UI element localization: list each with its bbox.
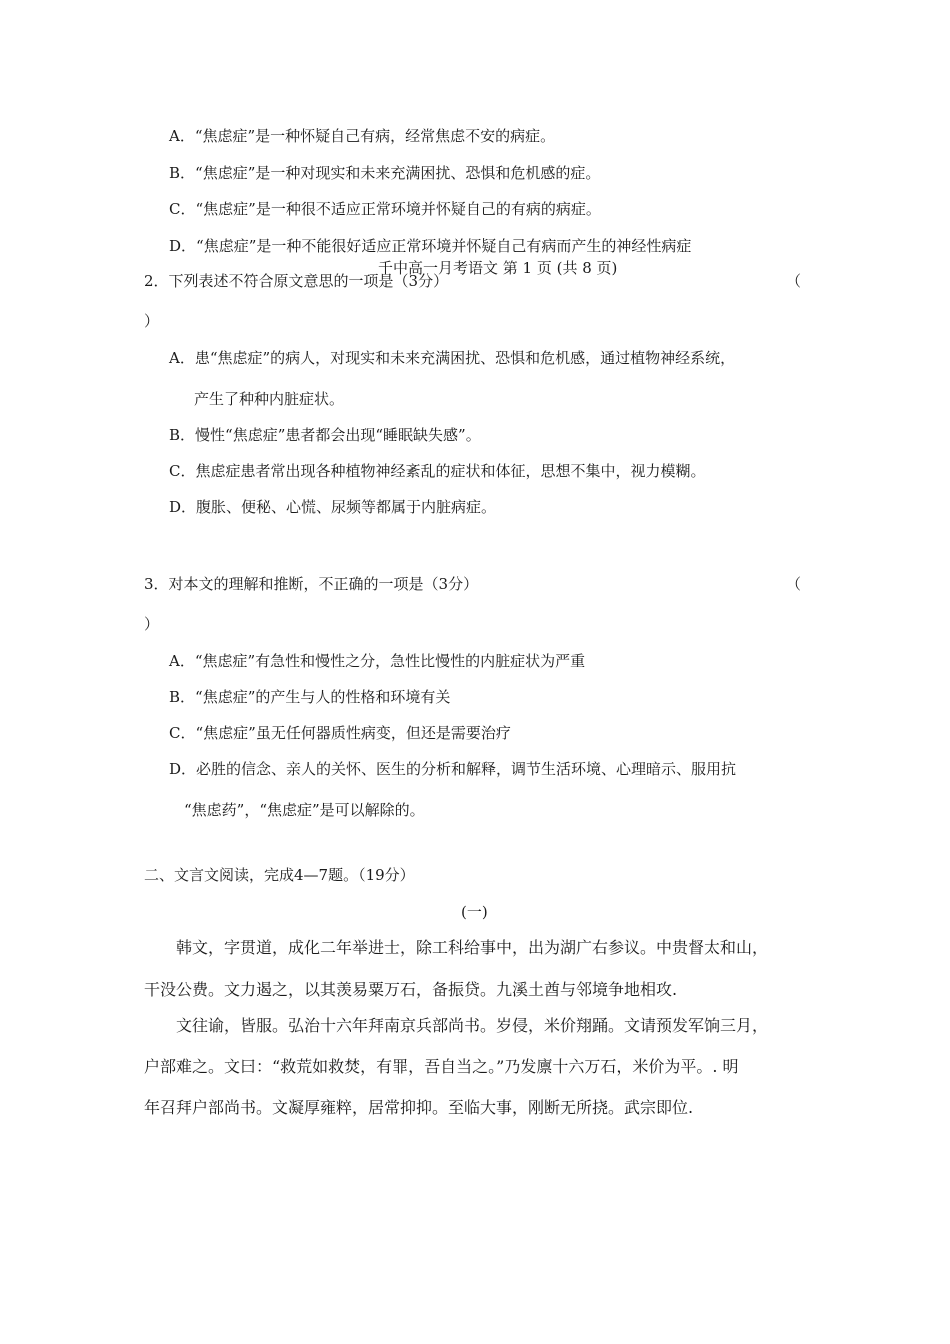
section-subheading: (一) [461,903,488,921]
page-footer: 千中高一月考语文 第 1 页 (共 8 页) [378,259,618,277]
q3-option-d: D．必胜的信念、亲人的关怀、医生的分析和解释，调节生活环境、心理暗示、服用抗 [169,760,737,778]
q1-option-a: A．“焦虑症”是一种怀疑自己有病，经常焦虑不安的病症。 [169,127,556,145]
q3-option-b: B．“焦虑症”的产生与人的性格和环境有关 [169,688,451,706]
passage-line-3: 文往谕，皆服。弘治十六年拜南京兵部尚书。岁侵，米价翔踊。文请预发军饷三月， [176,1016,769,1035]
q2-option-b: B．慢性“焦虑症”患者都会出现“睡眠缺失感”。 [169,426,481,444]
q1-option-d: D．“焦虑症”是一种不能很好适应正常环境并怀疑自己有病而产生的神经性病症 [169,237,692,255]
passage-line-4: 户部难之。文曰：“救荒如救焚，有罪，吾自当之。”乃发廪十六万石，米价为平。. 明 [144,1057,739,1076]
section-heading: 二、文言文阅读，完成4—7题。（19分） [144,866,415,884]
q2-stem: 2．下列表述不符合原文意思的一项是（3分） [144,272,449,290]
q3-answer-paren-open: （ [786,575,802,593]
passage-line-2: 干没公费。文力遏之，以其羡易粟万石，备振贷。九溪土酋与邻境争地相攻. [144,980,678,999]
q2-option-d: D．腹胀、便秘、心慌、尿频等都属于内脏病症。 [169,498,497,516]
q3-answer-paren-close: ） [144,615,160,633]
q2-option-a-cont: 产生了种种内脏症状。 [194,390,345,408]
passage-line-1: 韩文，字贯道，成化二年举进士，除工科给事中，出为湖广右参议。中贵督太和山， [176,938,769,957]
q3-option-c: C．“焦虑症”虽无任何器质性病变，但还是需要治疗 [169,724,511,742]
q1-option-b: B．“焦虑症”是一种对现实和未来充满困扰、恐惧和危机感的症。 [169,164,601,182]
q2-option-a: A．患“焦虑症”的病人，对现实和未来充满困扰、恐惧和危机感，通过植物神经系统， [169,349,736,367]
q3-option-a: A．“焦虑症”有急性和慢性之分，急性比慢性的内脏症状为严重 [169,652,586,670]
q2-option-c: C．焦虑症患者常出现各种植物神经紊乱的症状和体征，思想不集中，视力模糊。 [169,462,706,480]
q3-option-d-cont: “焦虑药”，“焦虑症”是可以解除的。 [184,801,425,819]
q1-option-c: C．“焦虑症”是一种很不适应正常环境并怀疑自己的有病的病症。 [169,200,601,218]
q3-stem: 3．对本文的理解和推断，不正确的一项是（3分） [144,575,479,593]
passage-line-5: 年召拜户部尚书。文凝厚雍粹，居常抑抑。至临大事，刚断无所挠。武宗即位. [144,1098,694,1117]
q2-answer-paren-open: （ [786,272,802,290]
q2-answer-paren-close: ） [144,312,160,330]
